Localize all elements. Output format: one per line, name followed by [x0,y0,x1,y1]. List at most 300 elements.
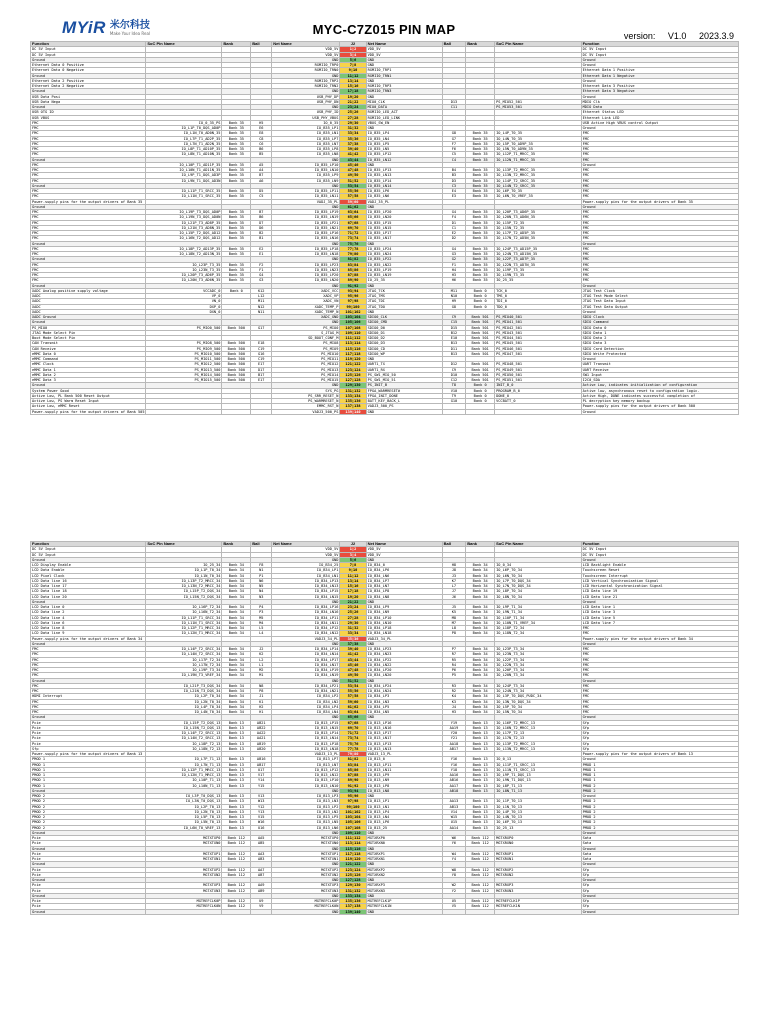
table-cell: IO_B13_LP17 [366,731,442,736]
table-cell: Bank 13 [222,794,251,799]
table-cell: Bank 35 [222,246,251,251]
table-cell: Bank 35 [466,262,495,267]
page-title: MYC-C7Z015 PIN MAP [312,22,456,37]
table-cell: PS_MIO13 [272,367,340,372]
table-cell: Bank 34 [466,657,495,662]
table-cell: IO_B34_LN7 [366,584,442,589]
table-cell: IO_L19P_T3_35 [495,267,582,272]
table-cell: RGMII0_TRN1 [366,73,442,78]
table-cell: FMC [31,141,146,146]
table-cell: DC 5V Input [581,47,738,52]
table-cell: F6 [442,147,466,152]
connector-pin-pair: 23|24 [340,105,366,110]
table-cell: FMC [31,273,146,278]
table-cell: N5 [251,584,272,589]
connector-pin-pair: 79|80 [340,752,366,757]
table-cell: H4 [442,267,466,272]
table-cell: Bank 34 [222,710,251,715]
table-cell: Ground [581,357,738,362]
table-cell: MGTXRXN3 [366,888,442,893]
table-cell: IO_B35_LP15 [366,220,442,225]
connector-pin-pair: 139|140 [340,909,366,914]
table-cell: Bank 112 [466,883,495,888]
connector-pin-pair: 63|64 [340,210,366,215]
table-cell: Ground [581,830,738,835]
logo-mark: MYiR [62,18,106,37]
table-cell: GND [272,678,340,683]
table-cell: MGTREFCLK0P [272,899,340,904]
table-cell: GND [366,309,442,314]
table-cell: AB5 [251,841,272,846]
table-cell: FMC [581,689,738,694]
table-cell: E6 [251,126,272,131]
connector-pin-pair: 111|112 [340,836,366,841]
table-cell: AB18 [442,788,466,793]
table-cell: Bank 35 [466,189,495,194]
connector-pin-pair: 19|20 [340,594,366,599]
table-cell: IO_25_35 [366,278,442,283]
table-cell: IO_L15P_T2_DQS_13 [146,720,222,725]
connector-pin-pair: 123|124 [340,867,366,872]
table-cell: LCD Backlight Enable [581,563,738,568]
table-cell: K3 [442,699,466,704]
table-cell: IO_L16N_T2_34 [146,610,222,615]
table-cell: MGTXTXN0 [272,841,340,846]
table-cell: IO_L21P_T3_AD8P_35 [146,220,222,225]
table-cell: Active Low, eMMC Reset [31,404,146,409]
table-cell: Bank 34 [466,652,495,657]
table-cell: MGTXTXN2 [146,872,222,877]
table-cell: IO_B35_LN4 [366,136,442,141]
table-cell: SDIO Clock [581,315,738,320]
connector-pin-pair: 101|102 [340,809,366,814]
table-cell: Ground [31,846,146,851]
table-cell: FMC [31,225,146,230]
table-cell: IO_0_13 [495,757,582,762]
table-cell: Sfp [581,731,738,736]
table-cell: IO_L10P_T1_13 [146,778,222,783]
connector-pin-pair: 53|54 [340,183,366,188]
table-cell: Active Low, indicates initialization of configuration [581,383,738,388]
table-cell: N12 [251,304,272,309]
table-cell: VDD_5V [272,547,340,552]
table-cell: FMC [581,147,738,152]
table-cell: Bank 501 [466,336,495,341]
table-cell: LCD Data line 9 [31,631,146,636]
table-cell: Bank 35 [466,183,495,188]
table-cell: GND [272,157,340,162]
table-cell: Bank 13 [222,762,251,767]
table-cell: FMC [581,252,738,257]
table-cell: Ground [581,862,738,867]
table-cell [495,909,582,914]
table-cell: Bank 35 [466,173,495,178]
column-header: SoC Pin Name [146,542,222,547]
table-cell: SDIO Data 0 [581,325,738,330]
table-cell: Ground [31,157,146,162]
connector-pin-pair: 43|44 [340,657,366,662]
connector-pin-pair: 19|20 [340,94,366,99]
column-header: Ball [442,542,466,547]
table-cell: W15 [442,815,466,820]
connector-pin-pair: 95|96 [340,794,366,799]
table-cell: PMOD 1 [31,783,146,788]
table-cell: IO_B13_LN13 [366,746,442,751]
table-cell: GND [272,204,340,209]
table-cell: FMC [31,246,146,251]
table-cell: Bank 13 [466,741,495,746]
table-cell: IO_B34_LN23 [366,652,442,657]
connector-pin-pair: 29|30 [340,120,366,125]
table-cell: GND [272,183,340,188]
table-cell: FMC [581,168,738,173]
table-cell: D2 [442,236,466,241]
connector-pin-pair: 109|110 [340,330,366,335]
table-cell: PS_MIO0 [31,325,146,330]
table-cell: JTAG_TDO [366,304,442,309]
table-cell: IO_B13_LN18 [272,746,340,751]
table-cell: IO_L9N_T1_34 [495,610,582,615]
table-cell: IO_L5N_T0_AD9N_35 [495,147,582,152]
table-cell: Pcie [31,736,146,741]
table-cell: M8 [442,615,466,620]
table-cell: Touchscreen Interrupt [581,573,738,578]
table-cell: FMC [581,220,738,225]
table-cell: E2 [251,246,272,251]
table-cell: IO_L10P_T1_34 [495,615,582,620]
table-cell: IO_L23P_T3_35 [146,262,222,267]
table-cell: GND [366,204,442,209]
table-cell: IO_B13_LP11 [366,762,442,767]
table-cell: IO_L13N_T2_MRCC_13 [495,746,582,751]
table-cell: M11 [251,299,272,304]
table-cell: Ground [31,678,146,683]
table-cell: Bank 35 [222,215,251,220]
table-cell: FMC [581,136,738,141]
table-cell: P1 [251,573,272,578]
table-cell: Bank 35 [222,120,251,125]
table-cell: FMC [581,131,738,136]
table-cell: Bank 112 [222,836,251,841]
table-cell: Bank 13 [222,725,251,730]
table-cell: UART1_TX [366,362,442,367]
table-cell: IO_B35_LP13 [366,168,442,173]
table-cell: IO_B35_LN22 [366,262,442,267]
connector-pin-pair: 117|118 [340,851,366,856]
table-cell: Bank 34 [466,689,495,694]
table-cell: IO_L24N_T3_AD15N_35 [495,252,582,257]
table-cell: C8 [251,136,272,141]
table-cell: IO_B35_LP10 [272,162,340,167]
table-cell: Pcie [31,899,146,904]
table-cell: GND [272,846,340,851]
table-cell: FMC [581,152,738,157]
connector-pin-pair: 103|104 [340,815,366,820]
table-cell: VADJ_35_PL [272,199,340,204]
table-cell: PS_WARMRESET_N [272,399,340,404]
column-header: Ball [251,42,272,47]
connector-pin-pair: 73|74 [340,736,366,741]
table-cell: PS_MIO10 [272,351,340,356]
table-cell: IO_L8P_T1_AD10P_35 [146,147,222,152]
table-cell: Sfp [581,741,738,746]
table-cell: IO_B34_25 [272,563,340,568]
table-cell [466,909,495,914]
table-cell: Bank 35 [466,273,495,278]
table-cell: IO_L4P_T0_13 [495,809,582,814]
table-cell: FMC [581,652,738,657]
table-cell: Ground [581,283,738,288]
table-cell: IO_L17N_T2_AD5N_35 [495,236,582,241]
table-cell: Bank 35 [222,126,251,131]
connector-pin-pair: 13|14 [340,578,366,583]
connector-pin-pair: 1|2 [340,47,366,52]
table-cell: IO_B34_LN19 [272,673,340,678]
table-cell: IO_B13_LP9 [366,773,442,778]
table-cell: SDIO0_D1 [366,330,442,335]
table-cell: IO_L17P_T2_34 [146,657,222,662]
table-cell: PS_MIO10_500 [146,351,222,356]
table-cell: RGMII0_TRN2 [272,84,340,89]
connector-pin-pair: 89|90 [340,278,366,283]
table-cell: GND [272,893,340,898]
table-cell: USB_PHY_DN [272,99,340,104]
table-cell: Ground [581,126,738,131]
table-cell: R3 [442,683,466,688]
table-cell: LCD Data line 21 [581,594,738,599]
table-cell: Bank 35 [222,278,251,283]
table-cell: IO_B35_LP16 [272,231,340,236]
table-cell: DONE_0 [495,393,582,398]
table-cell: E4 [442,189,466,194]
table-cell: GND [272,320,340,325]
table-cell: PROGRAM_B_0 [495,388,582,393]
table-cell: MGTXRXP1 [366,851,442,856]
logo-cn: 米尔科技 [109,19,150,31]
table-cell: M11 [442,288,466,293]
table-cell: Ground [581,409,738,414]
table-cell: FMC [31,231,146,236]
table-cell: SDIO Card Detection [581,346,738,351]
table-cell: IO_B34_LN20 [366,673,442,678]
table-cell: Bank 13 [222,783,251,788]
connector-pin-pair: 119|120 [340,857,366,862]
connector-pin-pair: 21|22 [340,599,366,604]
table-cell: FMC [31,267,146,272]
table-cell: Bank 13 [466,788,495,793]
table-cell: IO_L9N_T1_DQS_AD3N [146,178,222,183]
table-cell: IO_B13_LP16 [366,720,442,725]
table-cell: Sfp [581,746,738,751]
table-cell: Ground [581,715,738,720]
table-cell: FMC [31,236,146,241]
table-cell: Bank 35 [222,178,251,183]
table-cell: IO_L16N_T2_DQS_AD12 [146,236,222,241]
table-cell: G17 [251,325,272,330]
table-cell: M4 [251,620,272,625]
table-cell: GND [366,283,442,288]
table-cell: XADC_VP [272,294,340,299]
table-cell: Bank 112 [222,888,251,893]
pin-table-j2-top [30,41,739,415]
table-cell: IO_B34_LN6 [366,573,442,578]
connector-pin-pair: 125|126 [340,872,366,877]
table-cell: XADC_VCC [272,288,340,293]
table-cell: L2 [251,657,272,662]
table-cell: LCD Data line 6 [31,620,146,625]
table-cell: VADJ3_500_PS [272,409,340,414]
table-cell: B7 [251,210,272,215]
table-row [31,752,739,757]
table-cell: L7 [442,584,466,589]
table-cell: IO_B13_LN7 [272,762,340,767]
table-cell: V14 [442,809,466,814]
table-cell: PS_MIO48_501 [495,362,582,367]
table-cell: IO_L4N_T0_35 [495,136,582,141]
connector-pin-pair: 3|4 [340,52,366,57]
table-cell: Ethernet Status LED [581,110,738,115]
table-cell: Bank 13 [222,809,251,814]
table-cell: G8 [442,131,466,136]
connector-pin-pair: 41|42 [340,152,366,157]
table-cell: Bank 35 [222,273,251,278]
connector-pin-pair: 135|136 [340,399,366,404]
table-cell: MGTXTXP3 [146,883,222,888]
table-cell: IO_B34_LN2 [272,699,340,704]
table-cell: MGTREFCLK1P [495,899,582,904]
table-cell: IO_L7N_T1_AD2N_35 [146,141,222,146]
connector-pin-pair: 7|8 [340,63,366,68]
table-cell: IO_L19N_T3_VREF_34 [146,673,222,678]
table-cell: W8 [442,867,466,872]
table-cell: FMC [31,689,146,694]
table-cell: GND [272,909,340,914]
table-cell: RGMII0_TRN0 [272,68,340,73]
table-cell: IO_B34_LP5 [366,704,442,709]
table-cell: IO_L6P_T0_35 [495,189,582,194]
table-cell: eMMC Data 0 [31,351,146,356]
table-cell: IO_L12N_T1_MRCC_34 [146,631,222,636]
table-cell: Ground [31,909,146,914]
table-cell: U17 [251,767,272,772]
table-cell: Y2 [442,888,466,893]
table-cell: PS_MIO51_501 [495,378,582,383]
table-cell: AA14 [442,825,466,830]
table-cell: Ethernet Data 0 Positive [31,63,146,68]
table-cell: VADJ3_13_PL [366,752,442,757]
table-cell: IO_B34_LN22 [366,662,442,667]
table-cell: Bank 34 [222,594,251,599]
table-cell: FMC [31,220,146,225]
table-cell: N3 [251,594,272,599]
table-cell: Bank 0 [466,388,495,393]
table-cell: L8 [442,626,466,631]
table-cell: Bank 35 [466,131,495,136]
table-cell: Bank 34 [222,584,251,589]
table-cell: SW1 Input [581,372,738,377]
table-cell: Bank 35 [222,136,251,141]
table-cell: IO_L17P_T2_13 [495,731,582,736]
table-cell: E18 [251,341,272,346]
table-cell: UART Receive [581,367,738,372]
table-cell: eMMC Data 2 [31,372,146,377]
connector-pin-pair: 99|100 [340,304,366,309]
table-cell: RGMII0_TRP2 [272,78,340,83]
connector-pin-pair: 109|110 [340,830,366,835]
table-cell: FMC [581,273,738,278]
table-cell: IO_L20P_T3_AD6P_35 [495,210,582,215]
table-cell: B1 [251,236,272,241]
connector-pin-pair: 51|52 [340,678,366,683]
table-cell: Bank 34 [466,647,495,652]
table-cell: C19 [251,357,272,362]
table-cell: SDIO0_WP [366,351,442,356]
table-cell: Bank 34 [222,578,251,583]
table-cell: JTAG Test Data Input [581,299,738,304]
table-cell: IO_L20N_T3_AD6N_35 [495,215,582,220]
table-cell: PS_MIO15_500 [146,378,222,383]
table-cell: IO_L11N_T1_SRCC_13 [495,767,582,772]
table-cell: Bank 112 [222,841,251,846]
table-cell: Sfp [581,736,738,741]
table-cell: Bank 112 [222,883,251,888]
table-cell: FMC [31,210,146,215]
table-cell: IO_B34_LN21 [272,689,340,694]
table-cell: Bank 34 [466,578,495,583]
table-cell: IO_B34_LN5 [366,710,442,715]
table-cell: IO_B34_LP17 [272,657,340,662]
connector-pin-pair: 65|66 [340,215,366,220]
table-cell: IO_L9P_T1_DQS_AD3P [146,173,222,178]
table-cell: AA17 [442,783,466,788]
table-cell: IO_B35_LP22 [366,257,442,262]
table-cell: Bank 34 [222,563,251,568]
table-cell: System Power Good [31,388,146,393]
table-cell: IO_L10N_T1_13 [146,783,222,788]
table-cell: IO_B34_LP16 [272,605,340,610]
table-cell: F2 [251,262,272,267]
table-cell: IO_B35_LP9 [272,173,340,178]
table-cell: VADJ3_34_PL [272,636,340,641]
table-cell: C4 [442,157,466,162]
table-cell: C9 [442,367,466,372]
table-cell: MGTREFCLK0N [272,904,340,909]
table-cell: IO_B35_LN6 [366,194,442,199]
table-cell: PS_MIO0 [272,325,340,330]
connector-pin-pair: 61|62 [340,704,366,709]
connector-pin-pair: 33|34 [340,131,366,136]
table-cell: IO_L3N_T0_DQS_34 [495,699,582,704]
connector-pin-pair: 3|4 [340,552,366,557]
table-cell: Bank 13 [222,746,251,751]
table-cell: K5 [442,610,466,615]
table-cell: GND [366,126,442,131]
table-cell: Bank 501 [466,378,495,383]
table-cell: Bank 34 [466,631,495,636]
table-cell: IO_B35_LP19 [366,267,442,272]
table-cell: P5 [442,673,466,678]
table-cell: B13 [442,341,466,346]
table-cell: Bank 35 [466,168,495,173]
table-cell: IO_L12P_T1_MRCC_35 [495,152,582,157]
table-cell: IO_L18N_T2_34 [495,631,582,636]
table-cell: Ground [581,557,738,562]
table-cell: FMC [581,225,738,230]
table-cell: PS_MIO9_500 [146,346,222,351]
table-cell: Power-supply pins for the output drivers of Bank 35 [581,199,738,204]
table-cell: GND [366,862,442,867]
table-cell: IO_L12P_T1_MRCC_34 [146,626,222,631]
